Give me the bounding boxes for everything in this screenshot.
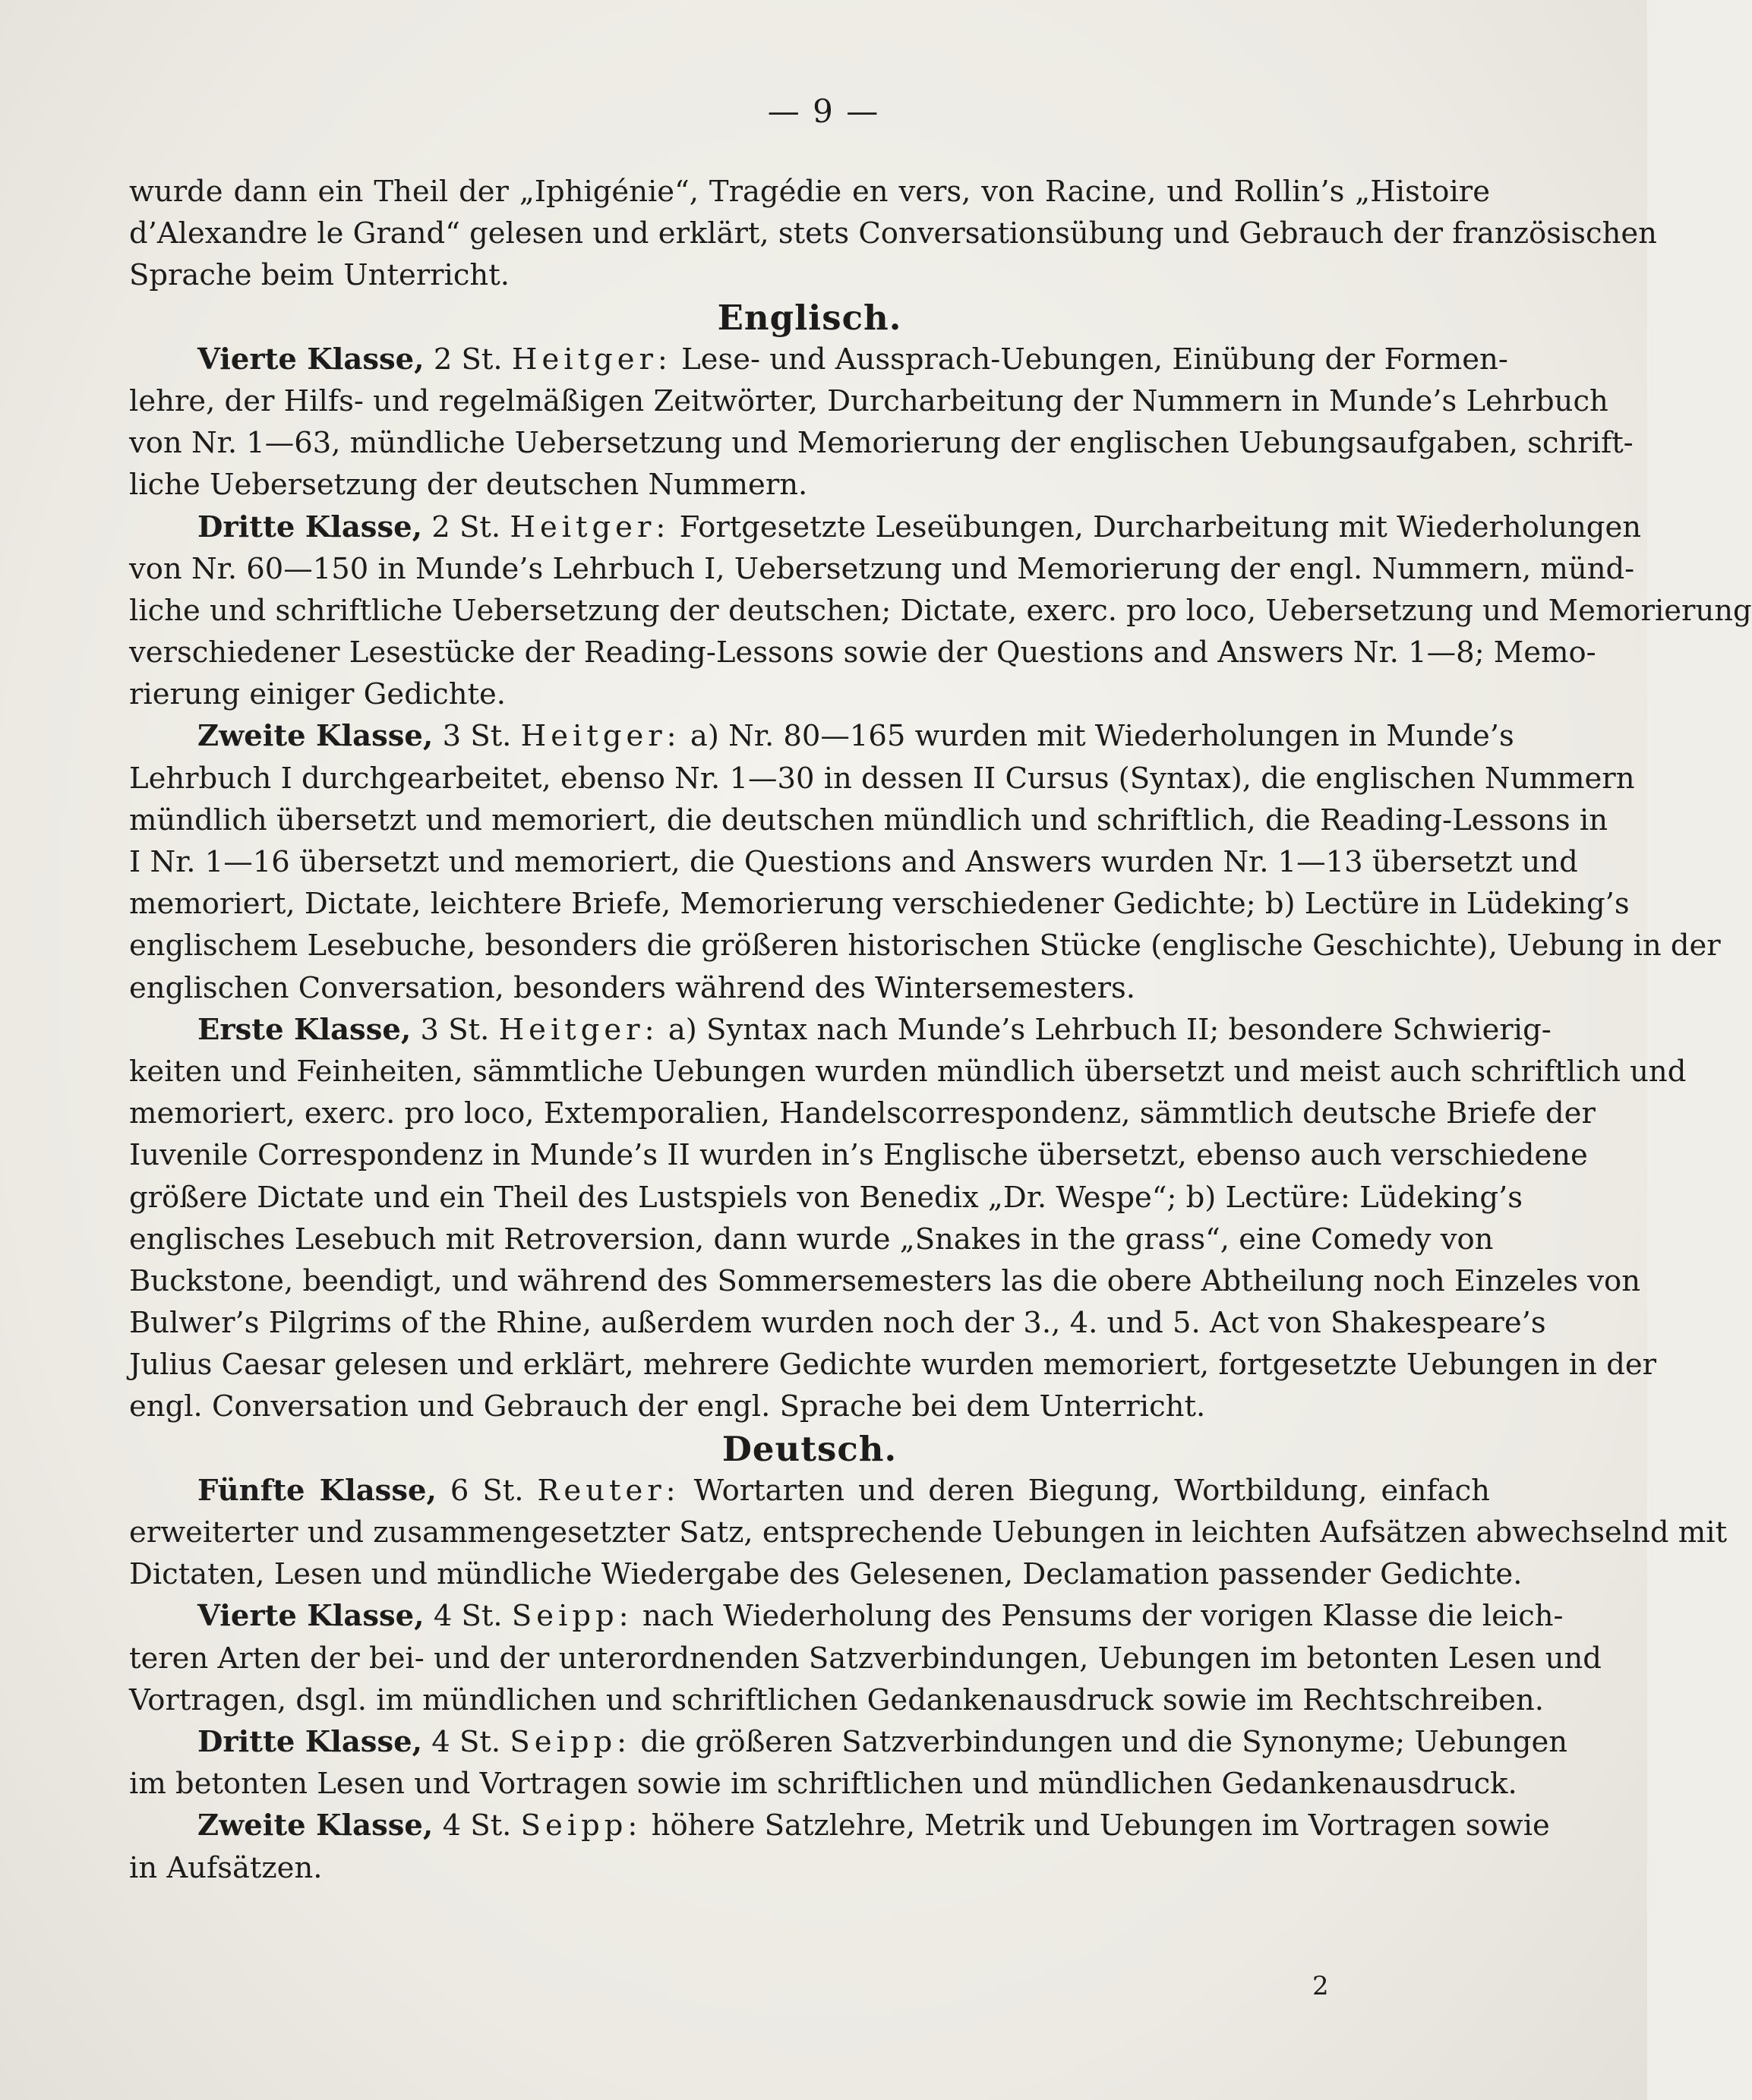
text-line [129, 1679, 1544, 1721]
text-line [129, 1847, 1490, 1889]
line-text: Fortgesetzte Leseübungen, Durcharbeitung mit Wiederholungen [679, 509, 1642, 544]
text-line [129, 1638, 1602, 1679]
teacher-name: Heitger: [511, 342, 672, 377]
line-text: englischem Lesebuche, besonders die größeren historischen Stücke (englische Geschichte), Uebung in der [129, 929, 1721, 963]
line-text: Vortragen, dsgl. im mündlichen und schriftlichen Gedankenausdruck sowie im Rechtschreiben. [129, 1682, 1544, 1717]
text-line [129, 1260, 1641, 1302]
teacher-name: Seipp: [510, 1724, 632, 1759]
text-line [129, 715, 1514, 757]
line-text: memoriert, exerc. pro loco, Extemporalien, Handelscorrespondenz, sämmtlich deutsche Briefe der [129, 1096, 1596, 1131]
text-line [129, 213, 1657, 254]
hours: 6 St. [450, 1473, 524, 1508]
text-line [129, 673, 1490, 715]
text-line [129, 1721, 1568, 1763]
class-label: Dritte Klasse, [197, 1724, 423, 1759]
line-text: im betonten Lesen und Vortragen sowie im schriftlichen und mündlichen Gedankenausdruck. [129, 1767, 1517, 1802]
line-text: Lehrbuch I durchgearbeitet, ebenso Nr. 1—30 in dessen II Cursus (Syntax), die englischen Nummern [129, 761, 1635, 796]
text-line [129, 967, 1490, 1009]
hours: 3 St. [442, 719, 512, 754]
text-line [129, 1093, 1596, 1134]
line-text: höhere Satzlehre, Metrik und Uebungen im Vortragen sowie [651, 1808, 1550, 1843]
hours: 4 St. [442, 1808, 512, 1843]
teacher-name: Heitger: [498, 1012, 659, 1047]
line-text: größere Dictate und ein Theil des Lustspiels von Benedix „Dr. Wespe“; b) Lectüre: Lüdeking’s [129, 1180, 1523, 1215]
line-text: d’Alexandre le Grand“ gelesen und erklärt, stets Conversationsübung und Gebrauch der französischen [129, 216, 1657, 251]
line-text: a) Syntax nach Munde’s Lehrbuch II; besondere Schwierig- [668, 1012, 1552, 1047]
text-line [129, 464, 1490, 506]
body-text [129, 171, 1752, 1889]
teacher-name: Seipp: [511, 1599, 633, 1634]
hours: 2 St. [433, 342, 503, 377]
line-text: teren Arten der bei- und der unterordnenden Satzverbindungen, Uebungen im betonten Lesen und [129, 1641, 1602, 1676]
text-line [129, 799, 1608, 841]
text-line [129, 254, 1490, 296]
class-label: Zweite Klasse, [197, 719, 434, 754]
line-text: verschiedener Lesestücke der Reading-Lessons sowie der Questions and Answers Nr. 1—8; Memo- [129, 635, 1596, 670]
text-line [129, 1595, 1564, 1637]
teacher-name: Seipp: [520, 1808, 642, 1843]
signature-mark: 2 [1312, 1971, 1329, 2001]
text-line [129, 339, 1508, 380]
line-text: liche und schriftliche Uebersetzung der deutschen; Dictate, exerc. pro loco, Uebersetzung und Memorierung [129, 593, 1752, 628]
text-line [129, 1134, 1588, 1176]
line-text: wurde dann ein Theil der „Iphigénie“, Tragédie en vers, von Racine, und Rollin’s „Histoire [129, 175, 1490, 209]
section-heading [129, 1428, 1490, 1470]
teacher-name: Reuter: [537, 1473, 680, 1508]
heading-text: Englisch. [717, 297, 902, 338]
class-label: Zweite Klasse, [197, 1808, 434, 1843]
text-line [129, 1009, 1552, 1051]
hours: 4 St. [431, 1724, 501, 1759]
text-line [129, 171, 1490, 213]
class-label: Vierte Klasse, [197, 1599, 425, 1634]
text-line [129, 380, 1608, 422]
text-line [129, 632, 1596, 673]
text-line [129, 422, 1634, 464]
text-line [129, 758, 1635, 799]
text-line [129, 1344, 1657, 1386]
line-text: Sprache beim Unterricht. [129, 258, 510, 293]
hours: 2 St. [431, 509, 501, 544]
class-label: Fünfte Klasse, [197, 1473, 437, 1508]
line-text: nach Wiederholung des Pensums der vorigen Klasse die leich- [642, 1599, 1564, 1634]
class-label: Dritte Klasse, [197, 509, 423, 544]
text-line [129, 1386, 1490, 1427]
line-text: die größeren Satzverbindungen und die Synonyme; Uebungen [640, 1724, 1568, 1759]
text-line [129, 1512, 1728, 1553]
line-text: Bulwer’s Pilgrims of the Rhine, außerdem wurden noch der 3., 4. und 5. Act von Shakespeare’s [129, 1306, 1546, 1341]
line-text: memoriert, Dictate, leichtere Briefe, Memorierung verschiedener Gedichte; b) Lectüre in Lüdeking’s [129, 887, 1630, 922]
line-text: a) Nr. 80—165 wurden mit Wiederholungen in Munde’s [690, 719, 1514, 754]
line-text: englisches Lesebuch mit Retroversion, dann wurde „Snakes in the grass“, eine Comedy von [129, 1222, 1494, 1257]
text-line [129, 1553, 1523, 1595]
text-line [129, 1805, 1550, 1846]
text-line [129, 1051, 1687, 1093]
line-text: keiten und Feinheiten, sämmtliche Uebungen wurden mündlich übersetzt und meist auch schriftlich und [129, 1054, 1687, 1089]
line-text: engl. Conversation und Gebrauch der engl. Sprache bei dem Unterricht. [129, 1389, 1206, 1424]
teacher-name: Heitger: [520, 719, 681, 754]
heading-text: Deutsch. [721, 1428, 898, 1469]
text-line [129, 883, 1630, 925]
text-line [129, 1302, 1546, 1344]
line-text: erweiterter und zusammengesetzter Satz, entsprechende Uebungen in leichten Aufsätzen abwechselnd mit [129, 1515, 1728, 1550]
line-text: Julius Caesar gelesen und erklärt, mehrere Gedichte wurden memoriert, fortgesetzte Uebungen in der [129, 1348, 1657, 1383]
hours: 4 St. [433, 1599, 503, 1634]
text-line [129, 506, 1642, 548]
text-line [129, 1763, 1517, 1805]
text-line [129, 590, 1752, 632]
line-text: von Nr. 60—150 in Munde’s Lehrbuch I, Uebersetzung und Memorierung der engl. Nummern, münd- [129, 551, 1635, 586]
text-line [129, 1177, 1523, 1219]
line-text: Iuvenile Correspondenz in Munde’s II wurden in’s Englische übersetzt, ebenso auch verschiedene [129, 1138, 1588, 1173]
text-line [129, 1470, 1490, 1512]
line-text: I Nr. 1—16 übersetzt und memoriert, die Questions and Answers wurden Nr. 1—13 übersetzt und [129, 845, 1578, 879]
line-text: liche Uebersetzung der deutschen Nummern. [129, 468, 808, 503]
hours: 3 St. [420, 1012, 490, 1047]
line-text: Lese- und Aussprach-Uebungen, Einübung der Formen- [681, 342, 1508, 377]
page-number: — 9 — [767, 93, 880, 130]
line-text: in Aufsätzen. [129, 1850, 323, 1885]
line-text: lehre, der Hilfs- und regelmäßigen Zeitwörter, Durcharbeitung der Nummern in Munde’s Lehrbuch [129, 383, 1608, 418]
line-text: rierung einiger Gedichte. [129, 677, 507, 712]
text-line [129, 841, 1578, 883]
text-line [129, 548, 1635, 590]
line-text: Dictaten, Lesen und mündliche Wiedergabe des Gelesenen, Declamation passender Gedichte. [129, 1557, 1523, 1592]
text-line [129, 925, 1721, 966]
line-text: englischen Conversation, besonders während des Wintersemesters. [129, 970, 1135, 1005]
line-text: Wortarten und deren Biegung, Wortbildung, einfach [693, 1473, 1490, 1508]
teacher-name: Heitger: [510, 509, 671, 544]
class-label: Erste Klasse, [197, 1012, 412, 1047]
text-line [129, 1219, 1494, 1260]
line-text: von Nr. 1—63, mündliche Uebersetzung und Memorierung der englischen Uebungsaufgaben, schrift- [129, 426, 1634, 461]
class-label: Vierte Klasse, [197, 342, 425, 377]
line-text: Buckstone, beendigt, und während des Sommersemesters las die obere Abtheilung noch Einzeles von [129, 1263, 1641, 1298]
line-text: mündlich übersetzt und memoriert, die deutschen mündlich und schriftlich, die Reading-Lessons in [129, 802, 1608, 837]
section-heading [129, 297, 1490, 339]
